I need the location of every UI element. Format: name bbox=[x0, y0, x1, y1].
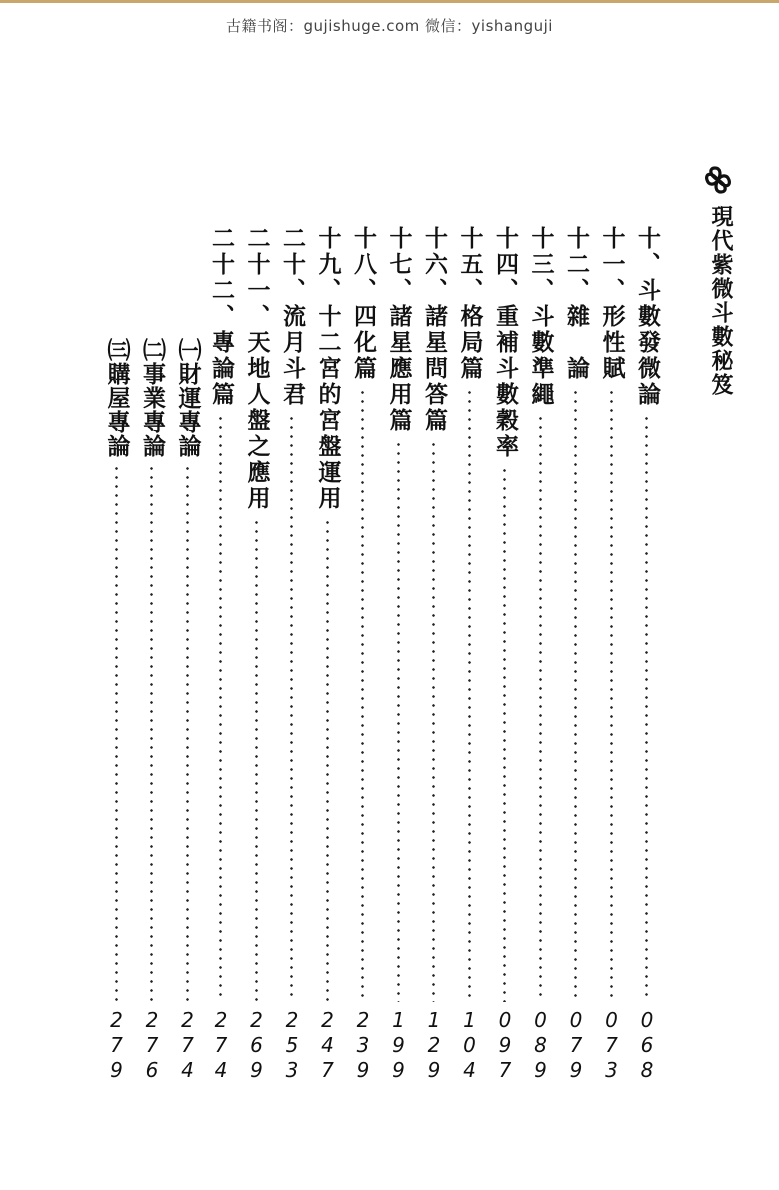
toc-entry bbox=[559, 226, 593, 1083]
toc-entry bbox=[595, 226, 629, 1083]
toc-entry-page-number: 079 bbox=[564, 1008, 588, 1083]
toc-leader-dots bbox=[255, 518, 258, 1002]
toc-leader-dots bbox=[361, 388, 364, 1002]
toc-entry-title: 二十二、專論篇 bbox=[208, 226, 235, 408]
toc-entry bbox=[100, 226, 134, 1083]
watermark-text: 古籍书阁：gujishuge.com 微信：yishanguji bbox=[226, 17, 553, 35]
toc-leader-dots bbox=[432, 440, 435, 1002]
toc-entry bbox=[311, 226, 345, 1083]
toc-entry-title: 二十一、天地人盤之應用 bbox=[243, 226, 271, 512]
toc-entry-title: 十八、四化篇 bbox=[350, 226, 377, 382]
toc-entry-page-number: 089 bbox=[528, 1008, 553, 1083]
toc-leader-dots bbox=[645, 414, 648, 1002]
toc-entry-page-number: 274 bbox=[175, 1008, 200, 1083]
toc-leader-dots bbox=[610, 388, 613, 1002]
toc-entry-title: ㈡事業專論 bbox=[139, 338, 166, 458]
toc-entry bbox=[240, 226, 274, 1083]
toc-entry bbox=[488, 226, 522, 1083]
toc-leader-dots bbox=[397, 440, 400, 1002]
toc-entry-page-number: 097 bbox=[493, 1008, 517, 1083]
toc-entry-title: 十二、雜 論 bbox=[563, 226, 590, 382]
toc-leader-dots bbox=[186, 464, 189, 1002]
toc-entry bbox=[453, 226, 487, 1083]
toc-entry-title: 十三、斗數準繩 bbox=[527, 226, 555, 408]
toc-leader-dots bbox=[290, 414, 293, 1002]
toc-entry-title: 十四、重補斗數穀率 bbox=[492, 226, 519, 460]
toc-entry-page-number: 253 bbox=[280, 1008, 304, 1083]
toc-entry-page-number: 269 bbox=[244, 1008, 269, 1083]
knot-icon bbox=[703, 165, 733, 195]
toc-entry-title: 十六、諸星問答篇 bbox=[421, 226, 448, 434]
toc-entry-page-number: 239 bbox=[351, 1008, 375, 1083]
toc-leader-dots bbox=[539, 414, 542, 1002]
toc-entry bbox=[275, 226, 309, 1083]
toc-leader-dots bbox=[326, 518, 329, 1002]
toc-entry-page-number: 279 bbox=[104, 1008, 129, 1083]
toc-entry bbox=[524, 226, 558, 1083]
toc-leader-dots bbox=[219, 414, 222, 1002]
toc-entry bbox=[630, 226, 664, 1083]
toc-entry-title: 二十、流月斗君 bbox=[279, 226, 306, 408]
toc-entry-page-number: 073 bbox=[599, 1008, 624, 1083]
toc-entry bbox=[135, 226, 169, 1083]
toc-entry-page-number: 129 bbox=[422, 1008, 446, 1083]
toc-entry-page-number: 068 bbox=[635, 1008, 659, 1083]
toc-entry-page-number: 247 bbox=[315, 1008, 340, 1083]
toc-entry-title: ㈢購屋專論 bbox=[103, 338, 131, 458]
toc-entry-title: 十、斗數發微論 bbox=[634, 226, 661, 408]
toc-entry-page-number: 199 bbox=[386, 1008, 411, 1083]
running-title: 現代紫微斗數秘笈 bbox=[708, 205, 734, 397]
toc-leader-dots bbox=[115, 464, 118, 1002]
toc-entry bbox=[346, 226, 380, 1083]
toc-leader-dots bbox=[503, 466, 506, 1002]
toc-entry bbox=[204, 226, 238, 1083]
toc-leader-dots bbox=[574, 388, 577, 1002]
toc-leader-dots bbox=[468, 388, 471, 1002]
toc-leader-dots bbox=[150, 464, 153, 1002]
toc-entry bbox=[417, 226, 451, 1083]
toc-entry-title: 十五、格局篇 bbox=[456, 226, 484, 382]
toc-entry bbox=[171, 226, 205, 1083]
toc-entry bbox=[382, 226, 416, 1083]
toc-entry-title: 十七、諸星應用篇 bbox=[385, 226, 413, 434]
toc-entry-title: 十九、十二宮的宮盤運用 bbox=[314, 226, 342, 512]
toc-entry-title: ㈠財運專論 bbox=[174, 338, 202, 458]
toc-entry-page-number: 274 bbox=[209, 1008, 233, 1083]
toc-entry-page-number: 276 bbox=[140, 1008, 164, 1083]
toc-entry-page-number: 104 bbox=[457, 1008, 482, 1083]
toc-entry-title: 十一、形性賦 bbox=[598, 226, 626, 382]
